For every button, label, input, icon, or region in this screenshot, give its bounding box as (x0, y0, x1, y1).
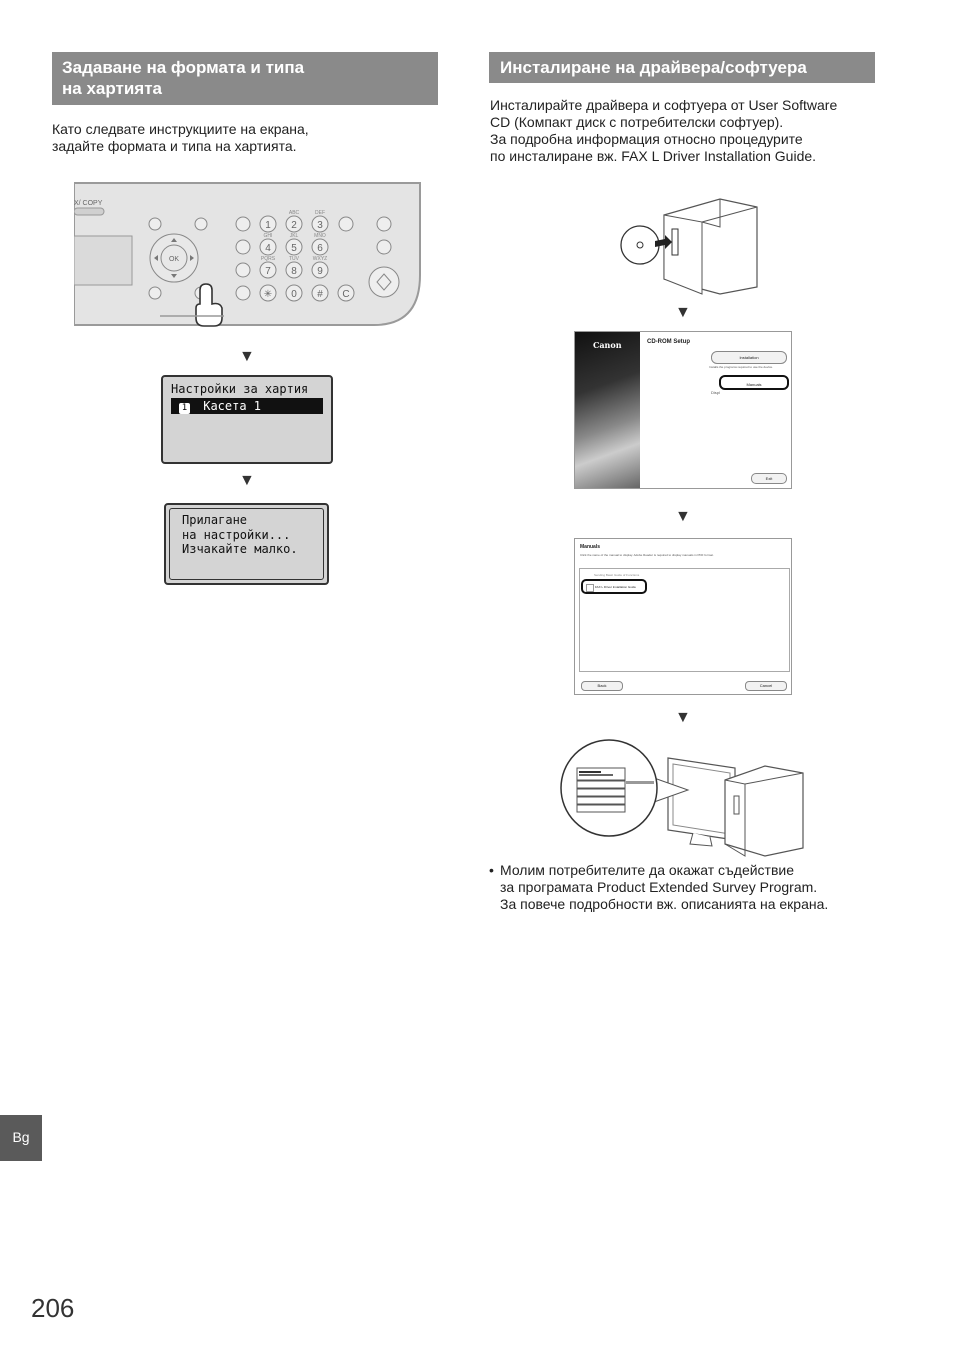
left-section-heading (52, 52, 438, 105)
lcd-title: Настройки за хартия (171, 382, 309, 396)
drawer-number-badge: 1 (179, 403, 190, 414)
setup-title: CD-ROM Setup (647, 339, 690, 345)
menu-key (195, 218, 207, 230)
flow-arrow: ▼ (675, 304, 691, 321)
clear-key (149, 218, 161, 230)
exit-button[interactable]: Exit (751, 473, 787, 484)
installation-button[interactable]: Installation (711, 351, 787, 364)
key-letters: JKL (289, 233, 299, 239)
key-label: # (317, 289, 323, 300)
manuals-title: Manuals (580, 544, 601, 550)
flow-arrow: ▼ (239, 472, 255, 489)
key-letters: TUV (289, 256, 299, 262)
key-label: 4 (265, 243, 271, 254)
manual-item-fax-driver[interactable]: FAX L Driver Installation Guide (581, 579, 647, 594)
key-label: ✳ (263, 289, 273, 300)
key-letters: WXYZ (312, 256, 328, 262)
install-description: Installs the programs required to use the device. (709, 365, 774, 369)
page-number: 206 (31, 1293, 75, 1323)
key-label: 7 (265, 266, 271, 277)
key-letters: DEF (315, 210, 325, 216)
key-letters: MNO (314, 233, 326, 239)
right-section-heading: Инсталиране на драйвера/софтуера (489, 52, 875, 83)
key-label: 5 (291, 243, 297, 254)
control-panel-illustration (74, 180, 424, 330)
survey-note: • Молим потребителите да окажат съдействие за програмата Product Extended Survey Program. За повече подробности вж. описанията на екрана. (489, 862, 829, 912)
setup-side-image (575, 332, 640, 488)
manual-item-sending[interactable]: Sending Basic Guide of Functions (594, 573, 640, 577)
key-label: 8 (291, 266, 297, 277)
start-key (369, 267, 399, 297)
back-key (149, 287, 161, 299)
lcd-selected-item: 1 Касета 1 (171, 398, 323, 414)
cancel-button[interactable]: Cancel (745, 681, 787, 691)
computer-with-zoom-illustration (560, 738, 810, 858)
flow-arrow: ▼ (239, 348, 255, 365)
manuals-list (579, 568, 790, 672)
note-bullet: • (489, 862, 494, 878)
left-intro: Като следвате инструкциите на екрана, задайте формата и типа на хартията. (52, 121, 309, 154)
manuals-description: Click the name of the manual to display. Adobe Reader is required to display manuals in PDF format. (580, 553, 714, 557)
key-label: 1 (265, 220, 271, 231)
key-label: 6 (317, 243, 323, 254)
cd-insert-illustration (602, 187, 762, 295)
key-label: 2 (291, 220, 297, 231)
flow-arrow: ▼ (675, 709, 691, 726)
left-heading-line1: Задаване на формата и типа (62, 58, 305, 77)
manuals-window (574, 538, 792, 695)
key-label: 9 (317, 266, 323, 277)
language-tab: Bg (0, 1115, 42, 1161)
manuals-button[interactable]: Manuals (719, 375, 789, 390)
key-letters: ABC (288, 210, 300, 216)
back-button[interactable]: Back (581, 681, 623, 691)
left-heading-line2: на хартията (62, 79, 162, 98)
flow-arrow: ▼ (675, 508, 691, 525)
svg-text:OK: OK (168, 256, 180, 263)
lcd-window (74, 236, 132, 285)
lcd-screen-applying: Прилагане на настройки... Изчакайте малко. (164, 503, 329, 585)
status-key (377, 217, 391, 231)
mode-label: X/ COPY (74, 200, 103, 207)
lcd-screen-paper-settings (161, 375, 333, 464)
cd-disc-icon (621, 226, 659, 264)
key-label: C (342, 289, 350, 300)
cdrom-setup-window (574, 331, 792, 489)
canon-logo: Canon (593, 340, 622, 350)
key-letters: PQRS (260, 256, 276, 262)
key-label: 3 (317, 220, 323, 231)
key-label: 0 (291, 289, 297, 300)
display-label: Displ (711, 390, 720, 395)
pdf-icon (586, 584, 594, 592)
key-letters: GHI (263, 233, 273, 239)
right-intro: Инсталирайте драйвера и софтуера от User Software CD (Компакт диск с потребителски софтуер). За подробна информация относно процедурите по инсталиране вж. FAX L Driver Installation Guide. (490, 97, 838, 164)
